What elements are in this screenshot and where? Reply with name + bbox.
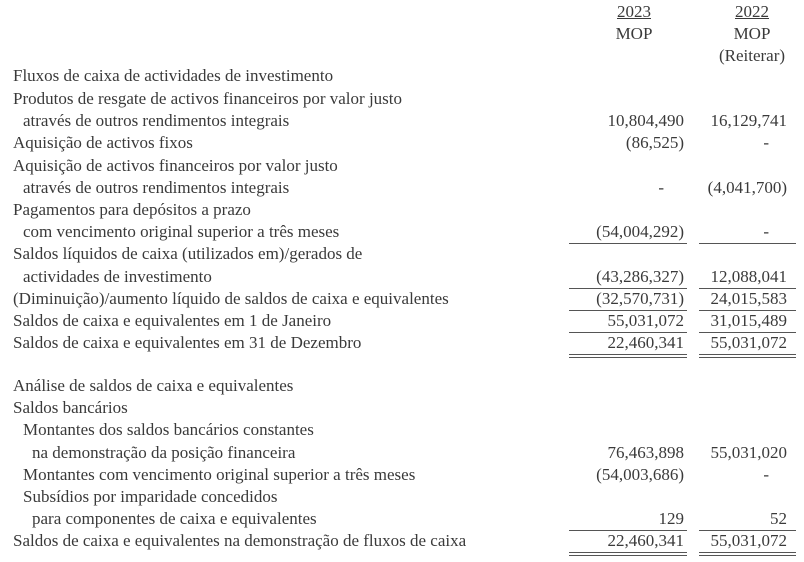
row-label: através de outros rendimentos integrais <box>23 178 290 197</box>
value-2022: (4,041,700) <box>707 178 787 197</box>
value-2022: 16,129,741 <box>710 111 787 130</box>
total-row <box>0 530 804 552</box>
table-row <box>0 177 804 199</box>
table-row <box>0 243 804 265</box>
header-note-2022: (Reiterar) <box>718 46 786 65</box>
value-2022: 31,015,489 <box>710 311 787 330</box>
row-label: (Diminuição)/aumento líquido de saldos de caixa e equivalentes <box>13 289 449 308</box>
row-label: Produtos de resgate de activos financeiros por valor justo <box>13 89 403 108</box>
double-underline-2023 <box>569 357 687 358</box>
value-2023: (43,286,327) <box>596 267 684 286</box>
value-2023: 22,460,341 <box>607 333 684 352</box>
subtotal-row <box>0 266 804 288</box>
value-2023: 129 <box>658 509 684 528</box>
table-row <box>0 155 804 177</box>
table-row <box>0 442 804 464</box>
table-row <box>0 132 804 154</box>
row-label: Saldos de caixa e equivalentes em 31 de Dezembro <box>13 333 362 352</box>
value-2023: - <box>658 178 664 197</box>
value-2022: 24,015,583 <box>710 289 787 308</box>
value-2022: 55,031,020 <box>710 443 787 462</box>
row-label: Saldos de caixa e equivalentes na demonstração de fluxos de caixa <box>13 531 467 550</box>
table-row <box>0 464 804 486</box>
section-heading-investing <box>0 65 804 87</box>
table-row <box>0 419 804 441</box>
header-year-2022: 2022 <box>735 2 769 21</box>
row-label: Aquisição de activos financeiros por valor justo <box>13 156 338 175</box>
value-2023: (54,003,686) <box>596 465 684 484</box>
header-currency-2022: MOP <box>733 24 771 43</box>
value-2023: 76,463,898 <box>607 443 684 462</box>
table-row <box>0 110 804 132</box>
double-underline-2023 <box>569 552 687 553</box>
row-label: Aquisição de activos fixos <box>13 133 193 152</box>
row-label: actividades de investimento <box>23 267 212 286</box>
value-2023: 10,804,490 <box>607 111 684 130</box>
value-2022: 52 <box>770 509 787 528</box>
value-2022: 55,031,072 <box>710 531 787 550</box>
double-underline-2022 <box>699 357 796 358</box>
double-underline-2022 <box>699 354 796 355</box>
header-currency-2023: MOP <box>615 24 653 43</box>
row-label: para componentes de caixa e equivalentes <box>32 509 317 528</box>
value-2022: - <box>763 465 769 484</box>
table-row <box>0 397 804 419</box>
total-row <box>0 332 804 354</box>
row-label: na demonstração da posição financeira <box>32 443 296 462</box>
value-2022: - <box>763 133 769 152</box>
value-2023: (32,570,731) <box>596 289 684 308</box>
value-2022: 55,031,072 <box>710 333 787 352</box>
value-2023: (54,004,292) <box>596 222 684 241</box>
row-label: Saldos líquidos de caixa (utilizados em)/gerados de <box>13 244 363 263</box>
row-label: Saldos bancários <box>13 398 128 417</box>
double-underline-2023 <box>569 555 687 556</box>
table-row <box>0 310 804 332</box>
header-year-2023: 2023 <box>617 2 651 21</box>
table-row <box>0 88 804 110</box>
row-label: Montantes com vencimento original superior a três meses <box>23 465 416 484</box>
value-2022: - <box>763 222 769 241</box>
table-row <box>0 508 804 530</box>
row-label: Análise de saldos de caixa e equivalentes <box>13 376 294 395</box>
value-2023: 22,460,341 <box>607 531 684 550</box>
section-heading-analysis <box>0 375 804 397</box>
row-label: Pagamentos para depósitos a prazo <box>13 200 251 219</box>
table-row <box>0 486 804 508</box>
double-underline-2022 <box>699 555 796 556</box>
table-row <box>0 288 804 310</box>
row-label: através de outros rendimentos integrais <box>23 111 290 130</box>
double-underline-2022 <box>699 552 796 553</box>
row-label: Subsídios por imparidade concedidos <box>23 487 278 506</box>
row-label: Fluxos de caixa de actividades de investimento <box>13 66 334 85</box>
value-2023: 55,031,072 <box>607 311 684 330</box>
row-label: Montantes dos saldos bancários constantes <box>23 420 314 439</box>
value-2023: (86,525) <box>625 133 684 152</box>
double-underline-2023 <box>569 354 687 355</box>
row-label: Saldos de caixa e equivalentes em 1 de Janeiro <box>13 311 332 330</box>
table-row <box>0 221 804 243</box>
value-2022: 12,088,041 <box>710 267 787 286</box>
table-row <box>0 199 804 221</box>
row-label: com vencimento original superior a três meses <box>23 222 340 241</box>
